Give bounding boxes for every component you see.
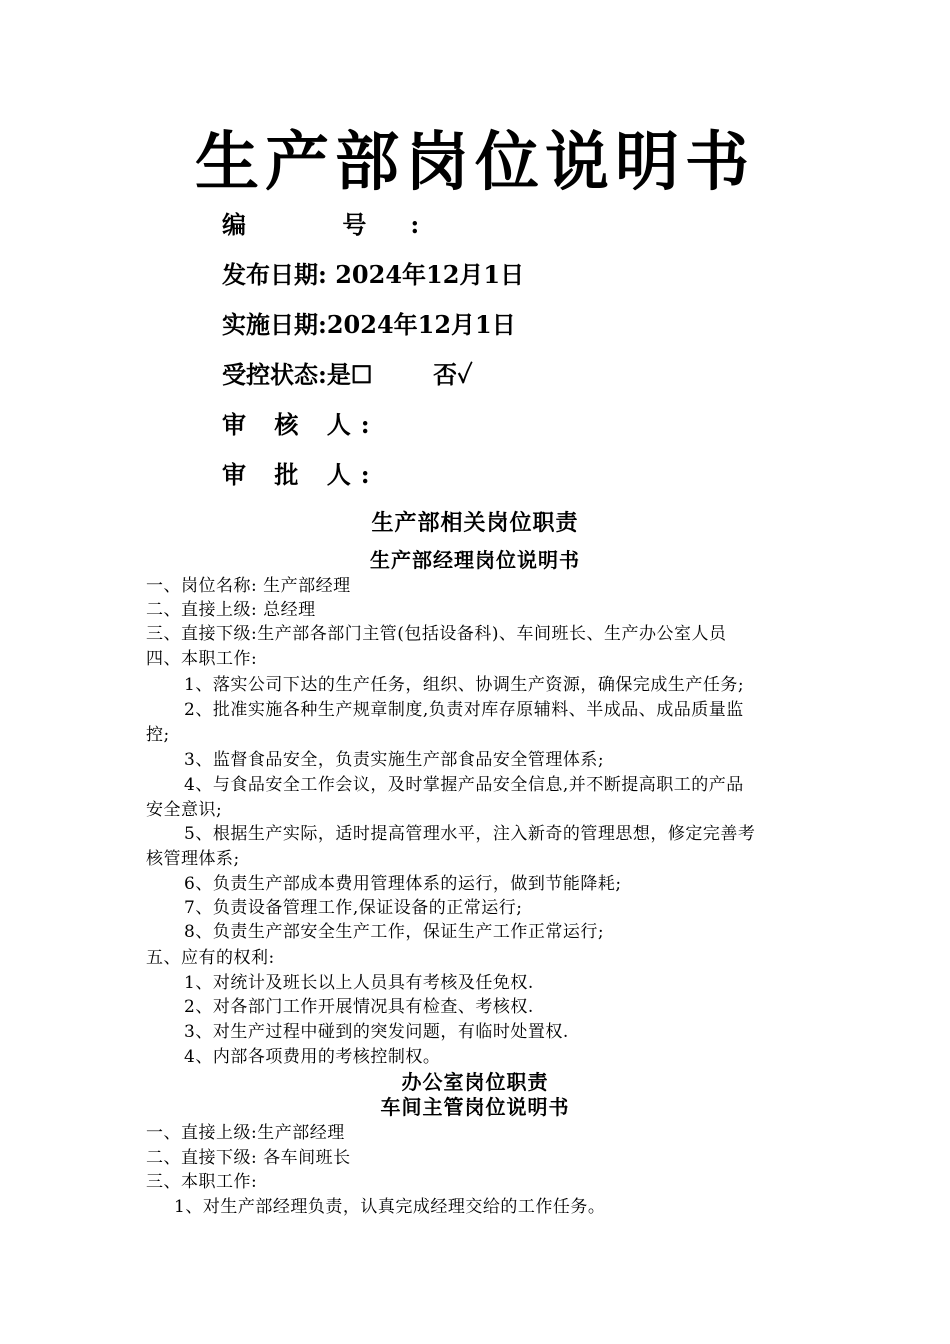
list-item: 二、直接下级: 各车间班长 (146, 1148, 351, 1168)
release-date-row (222, 258, 524, 292)
duty-item: 3、监督食品安全，负责实施生产部食品安全管理体系; (184, 750, 605, 770)
control-status-row (222, 358, 473, 392)
section2-subheading: 车间主管岗位说明书 (380, 1095, 570, 1119)
release-date-value: 2024年12月1日 (335, 260, 525, 289)
control-yes-option: 是☐ (326, 360, 373, 389)
list-item: 一、直接上级:生产部经理 (146, 1123, 345, 1143)
duty-item-continued: 核管理体系; (146, 849, 240, 869)
duty-item: 2、批准实施各种生产规章制度,负责对库存原辅料、半成品、成品质量监 (184, 700, 744, 720)
duty-item: 6、负责生产部成本费用管理体系的运行，做到节能降耗; (184, 874, 622, 894)
release-date-label: 发布日期: (222, 260, 327, 289)
code-label: 编 号: (222, 210, 464, 239)
control-status-label: 受控状态: (222, 360, 327, 389)
approver-label: 审 批 人: (222, 460, 380, 489)
reviewer-label: 审 核 人: (222, 410, 380, 439)
duty-item: 8、负责生产部安全生产工作，保证生产工作正常运行; (184, 922, 605, 942)
rights-label: 五、应有的权利: (146, 948, 275, 968)
right-item: 3、对生产过程中碰到的突发问题，有临时处置权. (184, 1022, 569, 1042)
right-item: 1、对统计及班长以上人员具有考核及任免权. (184, 973, 534, 993)
list-item: 四、本职工作: (146, 649, 258, 669)
list-item: 一、岗位名称: 生产部经理 (146, 576, 351, 596)
list-item: 三、直接下级:生产部各部门主管(包括设备科)、车间班长、生产办公室人员 (146, 624, 727, 644)
effective-date-row (222, 308, 516, 342)
section1-heading: 生产部相关岗位职责 (371, 510, 579, 536)
list-item: 二、直接上级: 总经理 (146, 600, 316, 620)
code-row (222, 208, 463, 242)
duty-item: 1、落实公司下达的生产任务，组织、协调生产资源，确保完成生产任务; (184, 675, 745, 695)
effective-date-value: 2024年12月1日 (326, 310, 516, 339)
effective-date-label: 实施日期: (222, 310, 327, 339)
section1-subheading: 生产部经理岗位说明书 (370, 548, 580, 572)
duty-item: 7、负责设备管理工作,保证设备的正常运行; (184, 898, 523, 918)
duty-item-continued: 控; (146, 725, 170, 745)
right-item: 4、内部各项费用的考核控制权。 (184, 1047, 441, 1067)
section2-heading: 办公室岗位职责 (401, 1070, 549, 1094)
duty-item: 4、与食品安全工作会议，及时掌握产品安全信息,并不断提高职工的产品 (184, 775, 744, 795)
control-no-option: 否✓ (433, 360, 473, 389)
list-item: 三、本职工作: (146, 1172, 258, 1192)
document-title: 生产部岗位说明书 (195, 125, 755, 200)
approver-row (222, 458, 380, 492)
duty-item: 5、根据生产实际，适时提高管理水平，注入新奇的管理思想，修定完善考 (184, 824, 756, 844)
reviewer-row (222, 408, 380, 442)
right-item: 2、对各部门工作开展情况具有检查、考核权. (184, 997, 534, 1017)
duty-item: 1、对生产部经理负责，认真完成经理交给的工作任务。 (174, 1197, 606, 1217)
duty-item-continued: 安全意识; (146, 800, 223, 820)
